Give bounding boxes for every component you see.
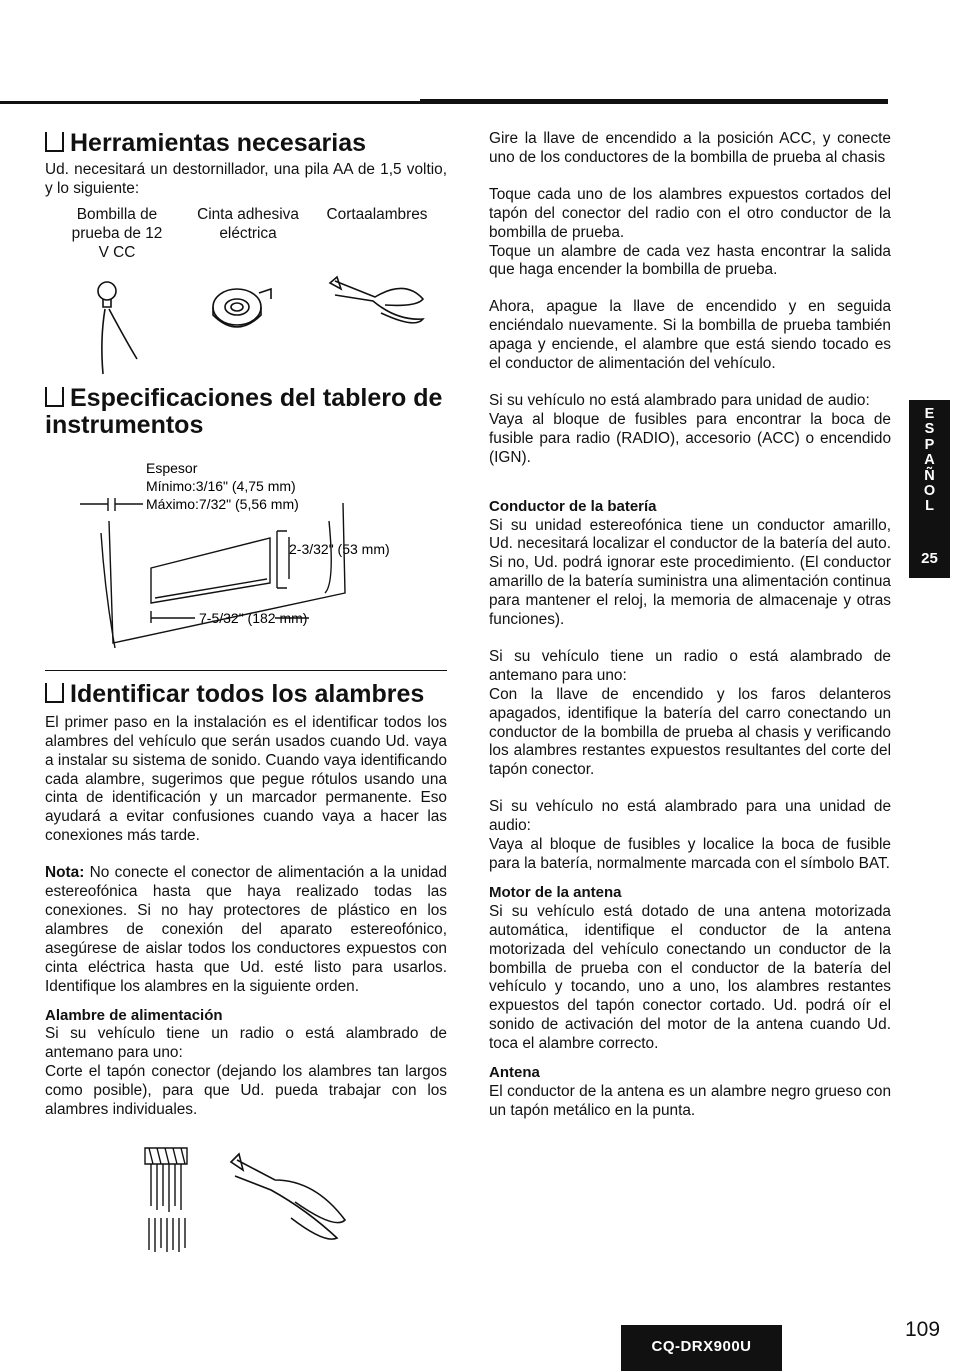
dashboard-spec-diagram	[45, 443, 447, 658]
right-column	[489, 130, 891, 1121]
header-rule	[0, 99, 888, 104]
right-paragraph-1: Gire la llave de encendido a la posición ACC, y conecte uno de los conductores de la bombilla de prueba al chasis	[489, 130, 891, 166]
spec-min-label: Mínimo:3/16" (4,75 mm)	[146, 477, 296, 494]
left-column	[45, 130, 447, 1258]
power-wire-paragraph-2: Corte el tapón conector (dejando los alambres tan largos como posible), para que Ud. pueda trabajar con los alambres individuales.	[45, 1063, 447, 1119]
tape-roll-icon	[213, 289, 271, 327]
right-paragraph-11: Vaya al bloque de fusibles y localice la boca de fusible para la batería, normalmente marcada con el símbolo BAT.	[489, 836, 891, 872]
checkbox-icon	[45, 683, 64, 703]
right-paragraph-12: Si su vehículo está dotado de una antena motorizada automática, identifique el conductor de la antena motorizada del vehículo conectando un conductor de la bombilla de prueba con el conductor de la batería del vehículo y tocando, uno a uno, los alambres restantes expuestos del tapón conector cortado. Ud. podrá oír el sonido de activación del motor de la antena cuando Ud. toca el alambre correcto.	[489, 902, 891, 1053]
power-wire-paragraph-1: Si su vehículo tiene un radio o está alambrado de antemano para uno:	[45, 1025, 447, 1062]
note-text: No conecte el conector de alimentación a la unidad estereofónica hasta que haya realizado todas las conexiones. Si no hay protectores de plástico en los alambres de conexión del aparato estereofónico, asegúrese de aislar todos los conductores expuestos con cinta eléctrica hasta que Ud. esté listo para usarlos. Identifique los alambres en la siguiente orden.	[45, 864, 447, 995]
section-divider	[45, 670, 447, 671]
subheading-antenna-motor: Motor de la antena	[489, 883, 622, 901]
checkbox-icon	[45, 387, 64, 407]
note-label: Nota:	[45, 864, 85, 882]
spec-width-label: 7-5/32" (182 mm)	[199, 609, 308, 626]
right-paragraph-3: Toque un alambre de cada vez hasta encontrar la salida que haga encender la bombilla de prueba.	[489, 242, 891, 279]
checkbox-icon	[45, 132, 64, 152]
wire-cutter-icon	[330, 277, 423, 323]
side-tab-letter: A	[924, 452, 935, 469]
subheading-power-wire: Alambre de alimentación	[45, 1006, 223, 1024]
right-paragraph-4: Ahora, apague la llave de encendido y en seguida enciéndalo nuevamente. Si la bombilla de prueba también apaga y enciende, el alambre que está siendo tocado es el conductor de alimentación del vehículo.	[489, 298, 891, 373]
section-heading-tools: Herramientas necesarias	[45, 130, 447, 157]
wires-paragraph: El primer paso en la instalación es el identificar todos los alambres del vehículo que serán usados cuando Ud. vaya a instalar su sistema de sonido. Cuando vaya identificando cada alambre, sugerimos que pegue rótulos usando una cinta de identificación y un marcador permanente. Eso ayudará a evitar confusiones cuando vaya a hacer las conexiones más tarde.	[45, 713, 447, 845]
side-tab-letter: Ñ	[924, 467, 935, 484]
right-paragraph-2: Toque cada uno de los alambres expuestos cortados del tapón del conector del radio con el otro conductor de la bombilla de prueba.	[489, 185, 891, 241]
right-paragraph-13: El conductor de la antena es un alambre negro grueso con un tapón metálico en la punta.	[489, 1082, 891, 1119]
side-tab-number: 25	[921, 550, 938, 567]
side-tab-letter: L	[925, 498, 934, 515]
tool-label-cutter: Cortaalambres	[326, 205, 428, 223]
side-tab-letter: P	[924, 436, 935, 453]
page-number: 109	[905, 1318, 941, 1341]
right-paragraph-5: Si su vehículo no está alambrado para unidad de audio:	[489, 391, 870, 409]
side-tab-letters	[909, 400, 950, 515]
connector-cutter-illustration	[45, 1140, 447, 1258]
note-paragraph	[45, 864, 447, 996]
tools-illustration	[45, 269, 447, 377]
test-bulb-icon	[98, 282, 137, 374]
side-tab-letter: E	[924, 406, 935, 422]
right-paragraph-6: Vaya al bloque de fusibles para encontrar la boca de fusible para radio (RADIO), accesorio (ACC) o encendido (IGN).	[489, 410, 891, 466]
right-paragraph-9: Con la llave de encendido y los faros delanteros apagados, identifique la batería del carro conectando un conductor de la bombilla de prueba al chasis y verificando los alambres restantes expuestos resultantes del corte del tapón conector.	[489, 685, 891, 779]
side-tab-letter: S	[924, 421, 935, 438]
language-side-tab	[909, 400, 950, 578]
model-badge: CQ-DRX900U	[621, 1325, 782, 1371]
tools-labels	[45, 205, 447, 269]
subheading-antenna: Antena	[489, 1064, 540, 1082]
section-heading-wires: Identificar todos los alambres	[45, 681, 447, 708]
spec-thickness-label: Espesor	[146, 459, 198, 476]
pliers-icon	[231, 1154, 345, 1239]
wire-connector-icon	[145, 1148, 187, 1252]
right-paragraph-10: Si su vehículo no está alambrado para una unidad de audio:	[489, 798, 891, 835]
section-heading-dashboard: Especificaciones del tablero de instrumentos	[45, 383, 443, 439]
spec-max-label: Máximo:7/32" (5,56 mm)	[146, 495, 299, 512]
side-tab-letter: O	[923, 483, 936, 500]
subheading-battery-wire: Conductor de la batería	[489, 497, 657, 515]
spec-height-label: 2-3/32" (53 mm)	[289, 540, 390, 557]
right-paragraph-7: Si su unidad estereofónica tiene un conductor amarillo, Ud. necesitará localizar el conductor de la batería del auto. Si no, Ud. podrá ignorar este procedimiento. (El conductor amarillo de la batería suministra una alimentación continua para mantener el reloj, la memoria de almacenaje y otras funciones).	[489, 516, 891, 629]
right-paragraph-8: Si su vehículo tiene un radio o está alambrado de antemano para uno:	[489, 647, 891, 684]
tools-intro: Ud. necesitará un destornillador, una pila AA de 1,5 voltio, y lo siguiente:	[45, 161, 447, 197]
tool-label-tape: Cinta adhesiva eléctrica	[197, 205, 299, 242]
tool-label-bulb: Bombilla de prueba de 12 V CC	[71, 205, 163, 261]
